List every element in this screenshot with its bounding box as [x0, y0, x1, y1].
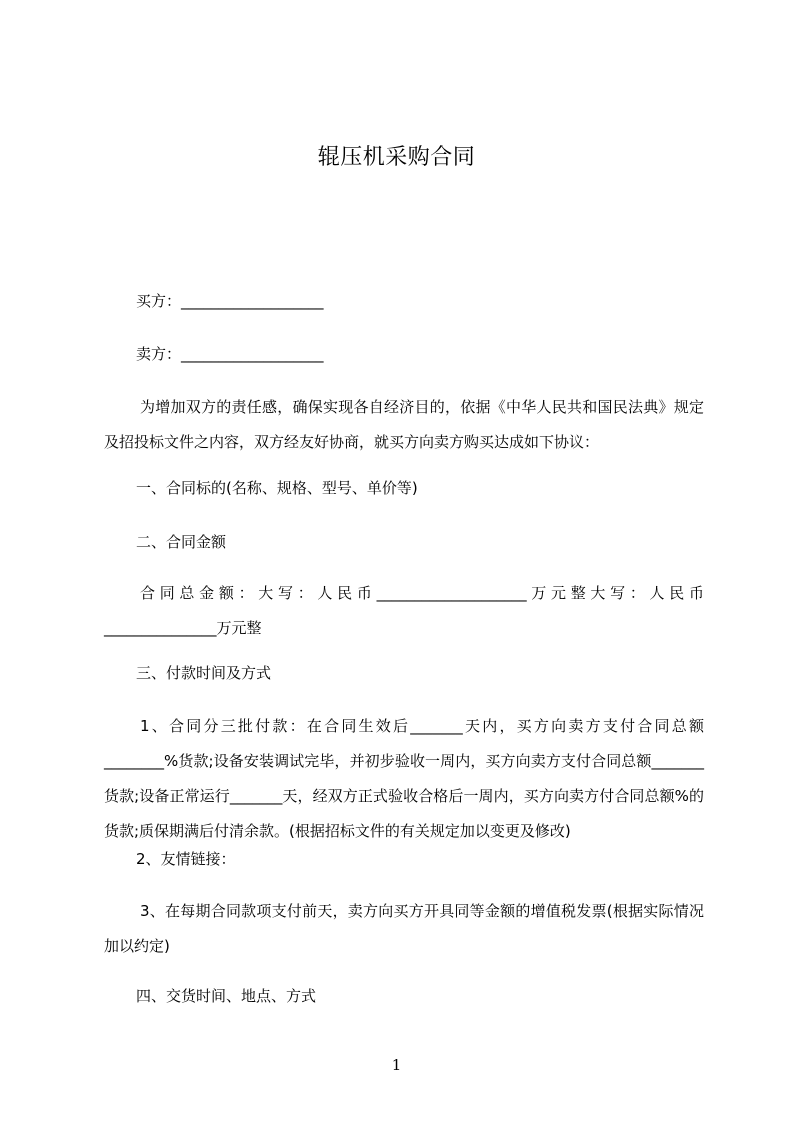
payment-clause-1: 1、合同分三批付款：在合同生效后_______天内，买方向卖方支付合同总额________%货款;设备安装调试完毕，并初步验收一周内，买方向卖方支付合同总额_______ 货款;设备正常运行_______天，经双方正式验收合格后一周内，买方向卖方付合同总额%的货款;质保期满后付清余款。(根据招标文件的有关规定加以变更及修改)	[104, 717, 704, 840]
intro-paragraph: 为增加双方的责任感，确保实现各自经济目的，依据《中华人民共和国民法典》规定及招投标文件之内容，双方经友好协商，就买方向卖方购买达成如下协议：	[104, 398, 704, 451]
section-heading-payment: 三、付款时间及方式	[136, 664, 272, 682]
section-heading-subject: 一、合同标的(名称、规格、型号、单价等)	[136, 479, 418, 497]
section-heading-delivery: 四、交货时间、地点、方式	[136, 987, 317, 1005]
page-number: 1	[391, 1056, 402, 1074]
payment-clause-2: 2、友情链接：	[136, 850, 236, 868]
seller-line: 卖方：___________________	[136, 345, 324, 363]
total-amount-paragraph: 合同总金额：大写：人民币____________________万元整大写：人民币_______________万元整	[104, 584, 704, 637]
buyer-line: 买方：___________________	[136, 292, 324, 310]
payment-clause-3: 3、在每期合同款项支付前天，卖方向买方开具同等金额的增值税发票(根据实际情况加以约定)	[104, 902, 704, 955]
section-heading-amount: 二、合同金额	[136, 533, 227, 551]
document-title: 辊压机采购合同	[317, 145, 476, 170]
